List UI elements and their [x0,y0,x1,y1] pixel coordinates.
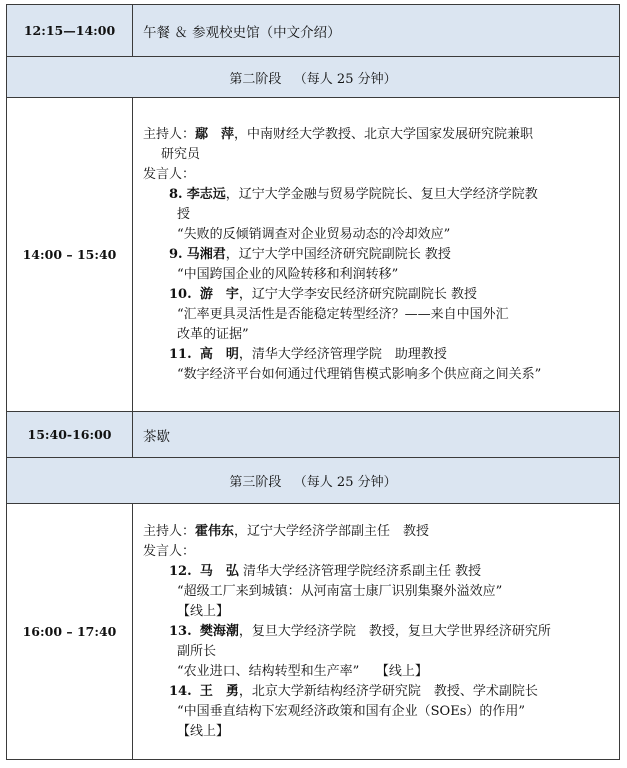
speaker-number: 13. [169,623,192,639]
speaker-line [143,345,611,365]
row-session2 [7,98,620,412]
speaker-affiliation-cont: 副所长 [177,643,217,659]
host-name: 鄢 萍 [195,126,235,142]
speaker-name: 游 宇 [199,286,239,302]
speaker-line [143,285,611,305]
speaker-line [143,622,611,642]
row-tea [7,412,620,458]
time-cell: 16:00 – 17:40 [7,504,133,760]
speaker-name: 高 明 [199,346,239,362]
talk-title: “失败的反倾销调查对企业贸易动态的冷却效应” [177,226,451,242]
host-title: ，中南财经大学教授、北京大学国家发展研究院兼职 [234,126,534,142]
speaker-number: 11. [169,346,192,362]
speaker-number: 12. [169,563,192,579]
speaker-affiliation: ，清华大学经济管理学院 助理教授 [238,346,447,362]
schedule-table [6,4,620,760]
speaker-line [143,245,611,265]
talk-title-cont: 改革的证据” [177,326,249,342]
speaker-affiliation: 清华大学经济管理学院经济系副主任 教授 [238,563,482,579]
activity-cell: 茶歇 [133,412,620,458]
online-note: 【线上】 [375,663,428,679]
row-stage3-header [7,458,620,504]
talk-title: “农业进口、结构转型和生产率” [177,663,360,679]
speaker-affiliation: ，复旦大学经济学院 教授，复旦大学世界经济研究所 [238,623,551,639]
session-cell [133,98,620,412]
host-label: 主持人： [143,126,196,142]
speaker-name: 王 勇 [199,683,239,699]
time-cell: 14:00 – 15:40 [7,98,133,412]
talk-line [143,662,611,682]
stage-name: 第二阶段 [229,71,282,87]
speaker-line [143,185,611,205]
online-note: 【线上】 [177,723,230,739]
host-line [143,522,611,542]
host-name: 霍伟东 [195,523,235,539]
time-cell: 15:40-16:00 [7,412,133,458]
speaker-affiliation: ，辽宁大学中国经济研究院副院长 教授 [225,246,451,262]
row-lunch [7,5,620,57]
speaker-line [143,682,611,702]
stage-header [7,57,620,98]
host-title-cont: 研究员 [161,146,201,162]
speaker-number: 10. [169,286,192,302]
row-session3 [7,504,620,760]
stage-header [7,458,620,504]
speaker-number: 14. [169,683,192,699]
time-cell: 12:15—14:00 [7,5,133,57]
talk-title: “中国跨国企业的风险转移和利润转移” [177,266,399,282]
host-line [143,125,611,145]
talk-title: “汇率更具灵活性是否能稳定转型经济？——来自中国外汇 [177,306,509,322]
speaker-name: 马 弘 [199,563,239,579]
activity-cell: 午餐 ＆ 参观校史馆（中文介绍） [133,5,620,57]
speaker-name: 马湘君 [186,246,226,262]
speaker-number: 8. [169,186,183,202]
talk-title: “超级工厂来到城镇：从河南富士康厂识别集聚外溢效应” [177,583,503,599]
speaker-affiliation: ，北京大学新结构经济学研究院 教授、学术副院长 [238,683,538,699]
host-label: 主持人： [143,523,196,539]
talk-title: “中国垂直结构下宏观经济政策和国有企业（SOEs）的作用” [177,703,526,719]
online-note: 【线上】 [177,603,230,619]
stage-name: 第三阶段 [229,475,282,490]
stage-rule: （每人 25 分钟） [293,71,397,87]
speaker-name: 李志远 [186,186,226,202]
talk-title: “数字经济平台如何通过代理销售模式影响多个供应商之间关系” [177,366,542,382]
speaker-affiliation: ，辽宁大学金融与贸易学院院长、复旦大学经济学院教 [225,186,538,202]
session-cell [133,504,620,760]
speakers-label: 发言人： [143,543,196,559]
stage-rule: （每人 25 分钟） [293,475,397,490]
speaker-line [143,562,611,582]
speaker-number: 9. [169,246,183,262]
row-stage2-header [7,57,620,98]
speakers-label: 发言人： [143,166,196,182]
host-title: ，辽宁大学经济学部副主任 教授 [234,523,430,539]
speaker-affiliation-cont: 授 [177,206,191,222]
speaker-name: 樊海潮 [199,623,239,639]
speaker-affiliation: ，辽宁大学李安民经济研究院副院长 教授 [238,286,478,302]
